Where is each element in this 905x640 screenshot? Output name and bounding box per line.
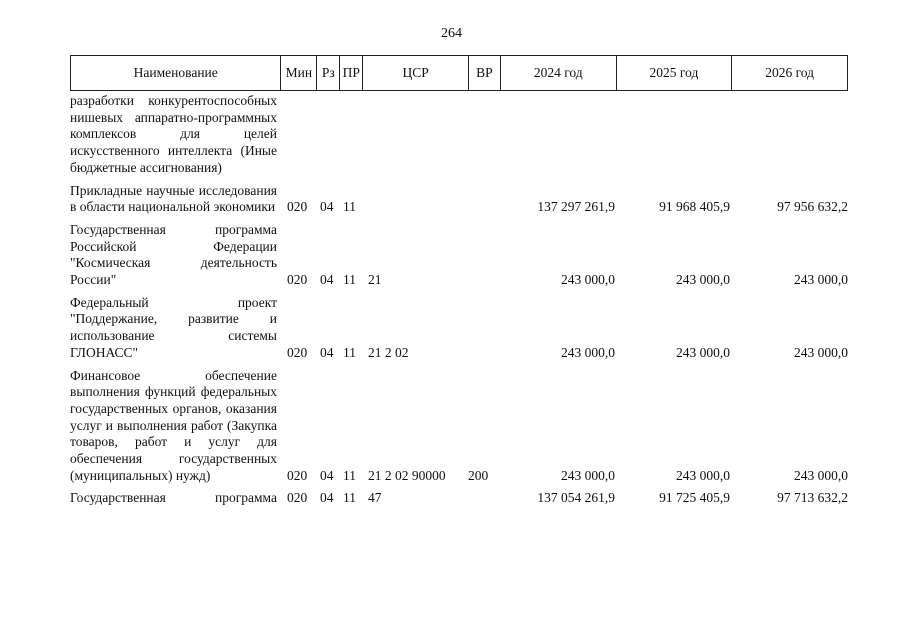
row-name: Прикладные научные исследования в области национальной экономики <box>70 182 277 215</box>
table-row <box>70 368 848 485</box>
table-row <box>70 490 848 507</box>
row-csr: 21 2 02 90000 <box>368 467 446 483</box>
row-rz: 04 <box>320 490 334 506</box>
header-pr: ПР <box>340 56 363 90</box>
row-csr: 21 <box>368 272 382 288</box>
table-row <box>70 93 848 177</box>
row-name: Федеральный проект "Поддержание, развитие и использование системы ГЛОНАСС" <box>70 294 277 360</box>
row-2026: 97 713 632,2 <box>777 490 848 506</box>
table-row <box>70 183 848 216</box>
row-csr: 21 2 02 <box>368 344 409 360</box>
row-2026: 243 000,0 <box>794 272 848 288</box>
header-year-2024: 2024 год <box>501 56 617 90</box>
row-2025: 91 725 405,9 <box>659 490 730 506</box>
row-min: 020 <box>287 272 308 288</box>
row-pr: 11 <box>343 490 356 506</box>
row-min: 020 <box>287 199 308 215</box>
row-csr: 47 <box>368 490 382 506</box>
table-header <box>70 55 848 91</box>
row-min: 020 <box>287 344 308 360</box>
row-name: разработки конкурентоспособных нишевых аппаратно-программных комплексов для целей искусственного интеллекта (Иные бюджетные ассигнования) <box>70 93 277 175</box>
row-rz: 04 <box>320 344 334 360</box>
header-min: Мин <box>281 56 317 90</box>
row-2026: 243 000,0 <box>794 344 848 360</box>
row-pr: 11 <box>343 467 356 483</box>
table-row <box>70 295 848 362</box>
row-name: Государственная программа <box>70 490 277 506</box>
row-pr: 11 <box>343 272 356 288</box>
row-2024: 243 000,0 <box>561 272 615 288</box>
row-pr: 11 <box>343 344 356 360</box>
row-2024: 137 054 261,9 <box>537 490 615 506</box>
header-rz: Рз <box>317 56 340 90</box>
table-row <box>70 222 848 289</box>
table-body <box>70 93 848 513</box>
row-2024: 243 000,0 <box>561 467 615 483</box>
row-2025: 91 968 405,9 <box>659 199 730 215</box>
header-year-2025: 2025 год <box>617 56 733 90</box>
row-min: 020 <box>287 467 308 483</box>
row-rz: 04 <box>320 272 334 288</box>
row-2026: 243 000,0 <box>794 467 848 483</box>
row-rz: 04 <box>320 467 334 483</box>
page-number: 264 <box>441 26 462 41</box>
row-2024: 243 000,0 <box>561 344 615 360</box>
header-csr: ЦСР <box>363 56 469 90</box>
header-name: Наименование <box>71 56 281 90</box>
row-vr: 200 <box>468 467 489 483</box>
row-name: Финансовое обеспечение выполнения функций федеральных государственных органов, оказания услуг и выполнения работ (Закупка товаров, работ и услуг для обеспечения государственных (муниципальных) нужд) <box>70 367 277 483</box>
row-rz: 04 <box>320 199 334 215</box>
row-min: 020 <box>287 490 308 506</box>
row-2025: 243 000,0 <box>676 467 730 483</box>
row-pr: 11 <box>343 199 356 215</box>
row-2024: 137 297 261,9 <box>537 199 615 215</box>
row-2025: 243 000,0 <box>676 344 730 360</box>
header-year-2026: 2026 год <box>765 65 815 80</box>
row-2026: 97 956 632,2 <box>777 199 848 215</box>
row-2025: 243 000,0 <box>676 272 730 288</box>
header-vr: ВР <box>469 56 501 90</box>
row-name: Государственная программа Российской Федерации "Космическая деятельность России" <box>70 221 277 288</box>
